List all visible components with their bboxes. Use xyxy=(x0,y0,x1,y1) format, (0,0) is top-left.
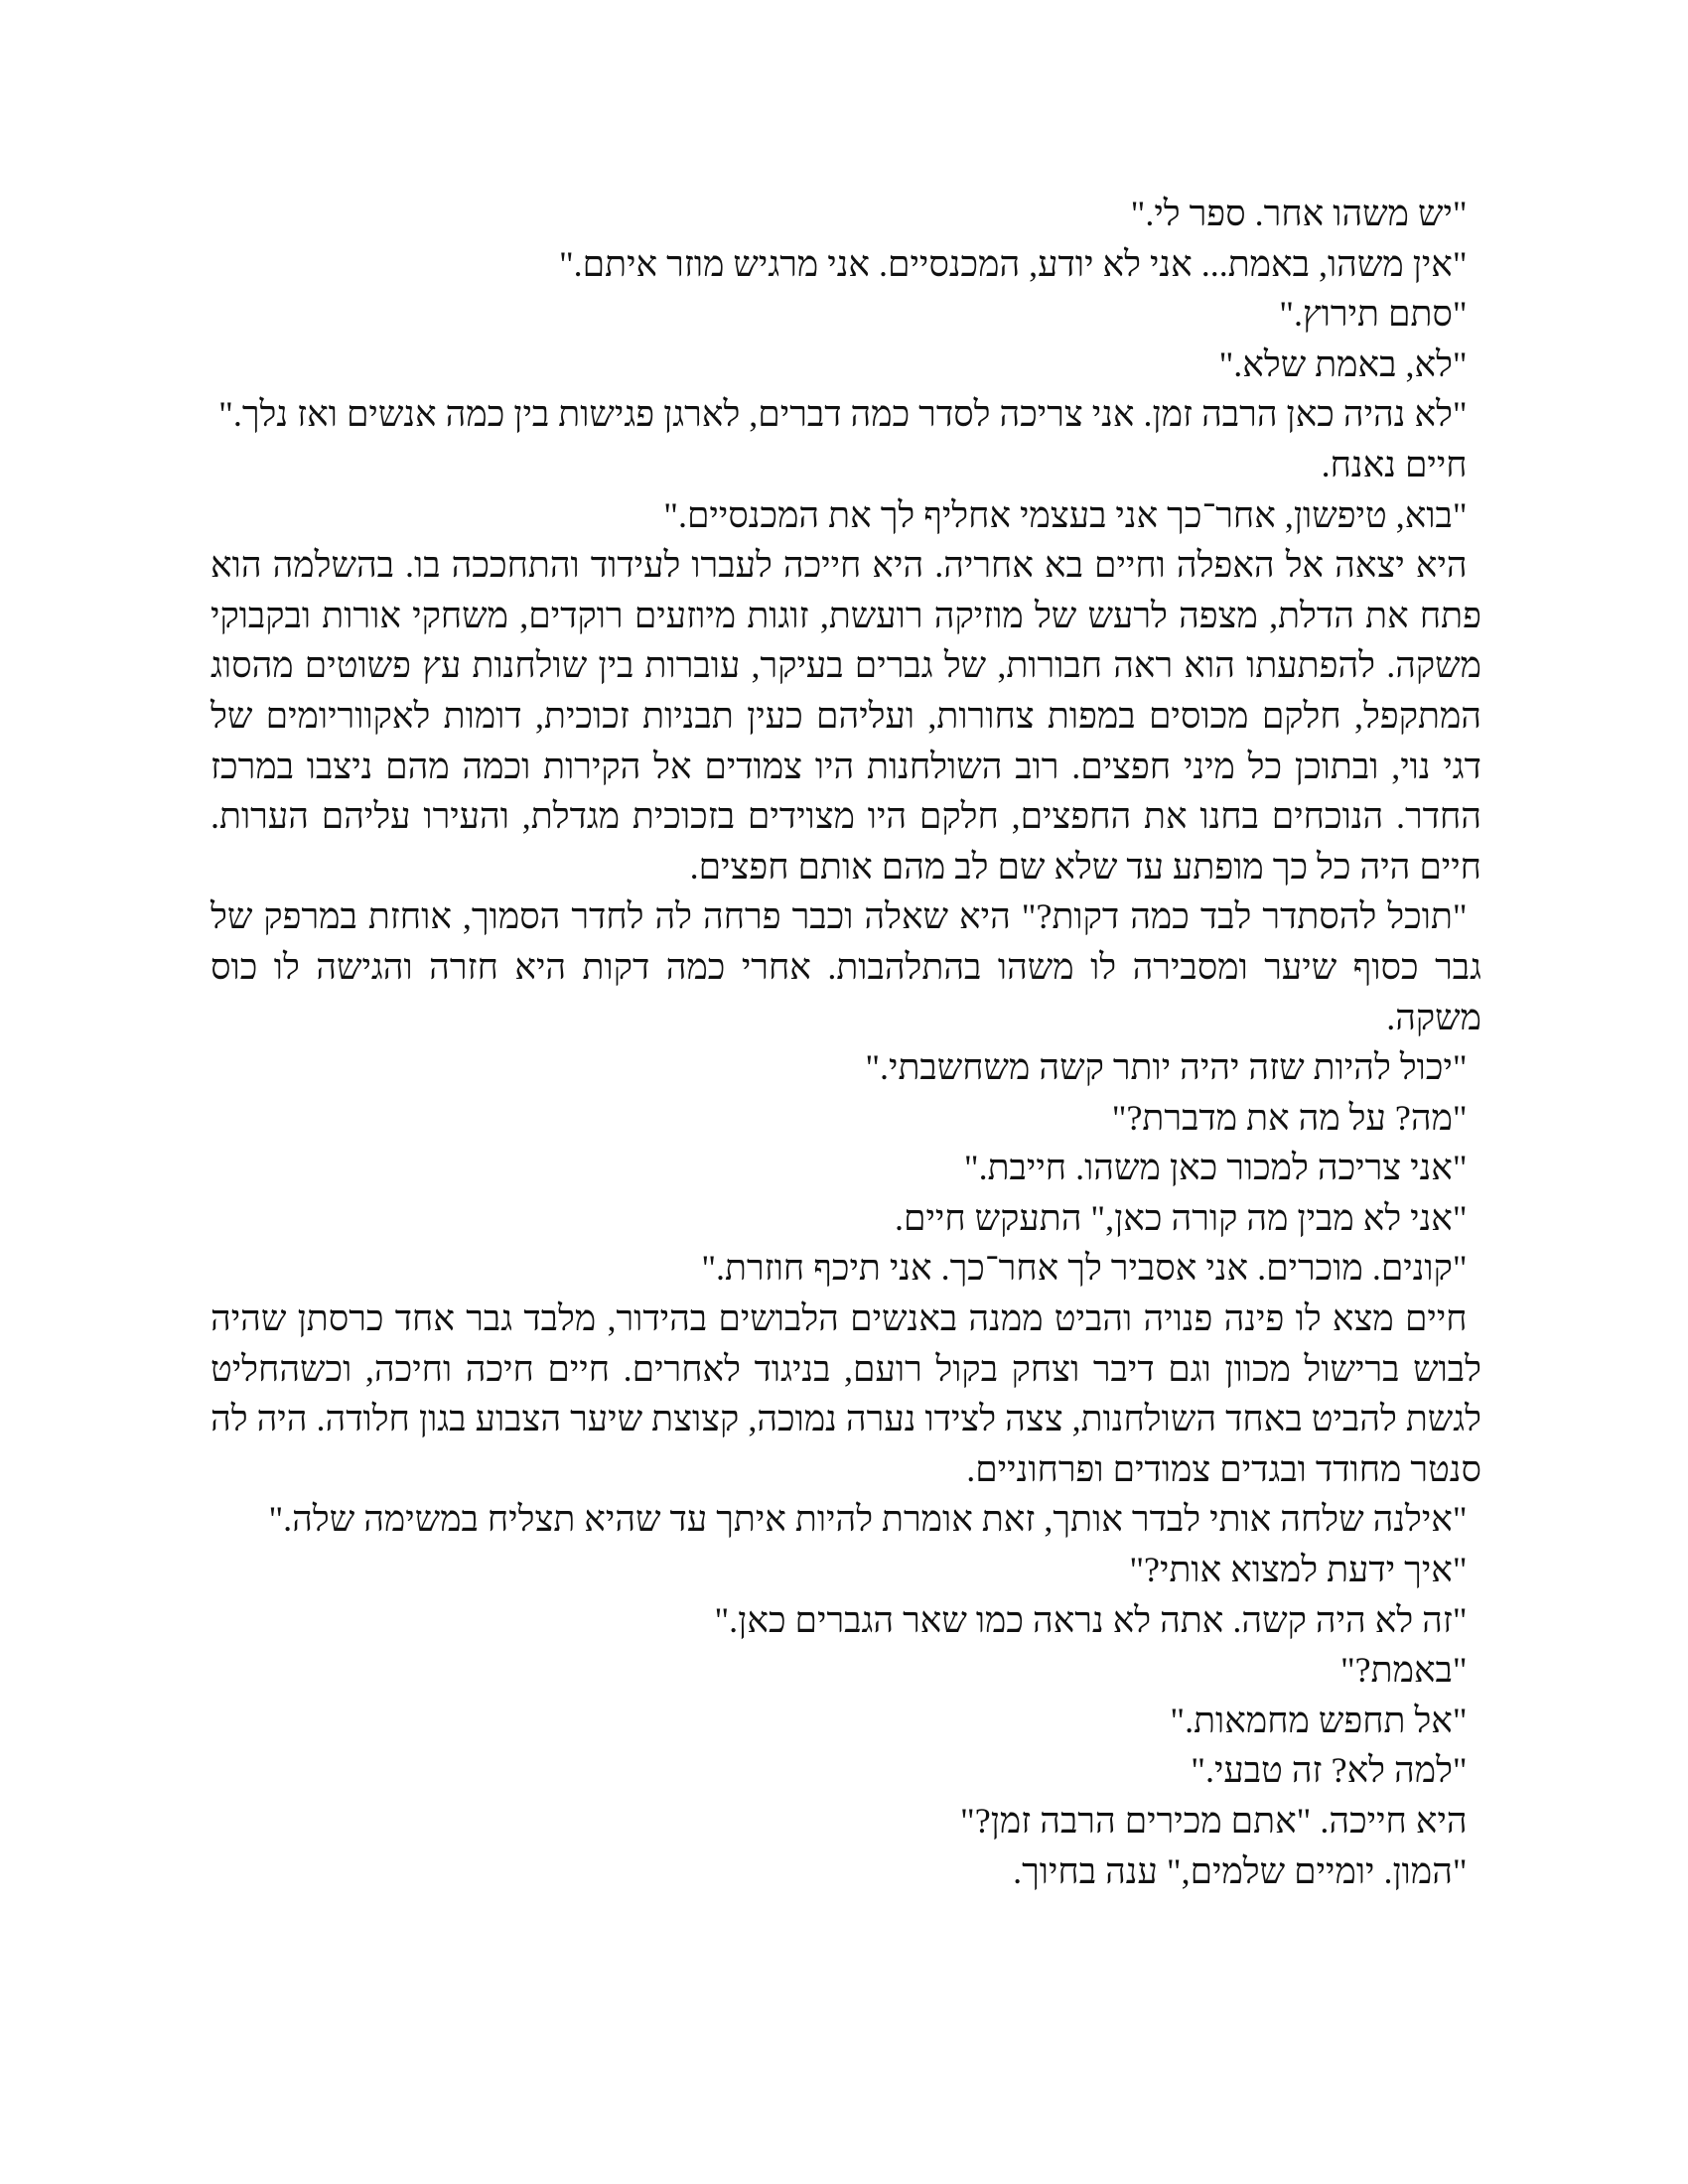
paragraph: "יש משהו אחר. ספר לי." xyxy=(1130,194,1468,233)
paragraph: "אילנה שלחה אותי לבדר אותך, זאת אומרת להיות איתך עד שהיא תצליח במשימה שלה." xyxy=(268,1499,1468,1540)
paragraph: "אין משהו, באמת... אני לא יודע, המכנסיים. אני מרגיש מוזר איתם." xyxy=(558,243,1468,284)
paragraph: "יכול להיות שזה יהיה יותר קשה משחשבתי." xyxy=(865,1047,1468,1088)
paragraph: "תוכל להסתדר לבד כמה דקות?" היא שאלה וכבר פרחה לה לחדר הסמוך, אוחזת במרפק של גבר כסוף שיער ומסבירה לו משהו בהתלהבות. אחרי כמה דקות היא חזרה והגישה לו כוס משקה. xyxy=(211,896,1481,1037)
paragraph: "המון. יומיים שלמים," ענה בחיוך. xyxy=(1013,1850,1468,1891)
paragraph: "אני לא מבין מה קורה כאן," התעקש חיים. xyxy=(894,1197,1468,1238)
paragraph: "באמת?" xyxy=(1339,1650,1468,1691)
paragraph: "לא, באמת שלא." xyxy=(1218,343,1468,384)
paragraph: "למה לא? זה טבעי." xyxy=(1191,1750,1468,1791)
paragraph: "אל תחפש מחמאות." xyxy=(1170,1700,1468,1740)
story-text xyxy=(211,189,1481,1896)
paragraph: "בוא, טיפשון, אחר־כך אני בעצמי אחליף לך את המכנסיים." xyxy=(663,494,1468,535)
paragraph: היא יצאה אל האפלה וחיים בא אחריה. היא חייכה לעברו לעידוד והתחככה בו. בהשלמה הוא פתח את הדלת, מצפה לרעש של מוזיקה רועשת, זוגות מיוזעים רוקדים, משחקי אורות ובקבוקי משקה. להפתעתו הוא ראה חבורות, של גברים בעיקר, עוברות בין שולחנות עץ פשוטים מהסוג המתקפל, חלקם מכוסים במפות צחורות, ועליהם כעין תבניות זכוכית, דומות לאקווריומים של דגי נוי, ובתוכן כל מיני חפצים. רוב השולחנות היו צמודים אל הקירות וכמה מהם ניצבו במרכז החדר. הנוכחים בחנו את החפצים, חלקם היו מצוידים בזכוכית מגדלת, והעירו עליהם הערות. חיים היה כל כך מופתע עד שלא שם לב מהם אותם חפצים. xyxy=(211,545,1481,887)
paragraph: "אני צריכה למכור כאן משהו. חייבת." xyxy=(963,1148,1468,1188)
paragraph: "איך ידעת למצוא אותי?" xyxy=(1129,1550,1468,1590)
paragraph: חיים מצא לו פינה פנויה והביט ממנה באנשים הלבושים בהידור, מלבד גבר אחד כרסתן שהיה לבוש ברישול מכוון וגם דיבר וצחק בקול רועם, בניגוד לאחרים. חיים חיכה וחיכה, וכשהחליט לגשת להביט באחד השולחנות, צצה לצידו נערה נמוכה, קצוצת שיער הצבוע בגון חלודה. היה לה סנטר מחודד ובגדים צמודים ופרחוניים. xyxy=(211,1298,1481,1489)
paragraph: היא חייכה. "אתם מכירים הרבה זמן?" xyxy=(960,1801,1468,1841)
paragraph: "לא נהיה כאן הרבה זמן. אני צריכה לסדר כמה דברים, לארגן פגישות בין כמה אנשים ואז נלך." xyxy=(218,394,1468,435)
paragraph: "קונים. מוכרים. אני אסביר לך אחר־כך. אני תיכף חוזרת." xyxy=(701,1248,1468,1289)
paragraph: חיים נאנח. xyxy=(1321,444,1468,484)
paragraph: "מה? על מה את מדברת?" xyxy=(1111,1097,1468,1138)
paragraph: "זה לא היה קשה. אתה לא נראה כמו שאר הגברים כאן." xyxy=(714,1599,1468,1640)
paragraph: "סתם תירוץ." xyxy=(1279,294,1468,335)
